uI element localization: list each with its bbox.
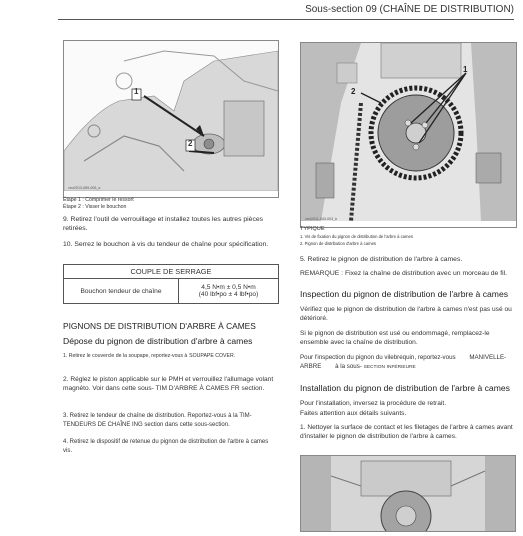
removal-step-2 xyxy=(63,376,277,393)
removal-step-2-ref: TIM D'ARBRE À CAMES xyxy=(155,384,230,392)
installation-step-1: 1. Nettoyer la surface de contact et les filetages de l'arbre à cames avant d'installer le pignon de distribution de l'arbre à cames. xyxy=(300,424,513,440)
figure-right xyxy=(300,42,517,228)
inspection-title: Inspection du pignon de distribution de l'arbre à cames xyxy=(300,289,509,299)
inspection-p3-arbre: ARBRE xyxy=(300,362,322,370)
inspection-p3-inferieure: INFÉRIEURE xyxy=(386,364,416,370)
remark: REMARQUE : Fixez la chaîne de distribution avec un morceau de fil. xyxy=(300,270,508,277)
installation-p1: Pour l'installation, inversez la procédure de retrait. xyxy=(300,400,447,407)
inspection-p2: Si le pignon de distribution est usé ou endommagé, remplacez-le ensemble avec la chaîne de distribution. xyxy=(300,330,490,346)
removal-step-2-section: section. xyxy=(241,384,265,392)
removal-step-3-section: section dans cette sous-section. xyxy=(144,421,230,428)
inspection-p3-section: SECTION xyxy=(363,364,385,370)
callout-right-1: 1 xyxy=(463,65,468,74)
removal-step-3 xyxy=(63,412,277,429)
figure-left xyxy=(63,40,279,198)
legend-step-2: Étape 2 : Visser le bouchon xyxy=(63,204,127,210)
step-10: 10. Serrez le bouchon à vis du tendeur de chaîne pour spécification. xyxy=(63,241,269,248)
removal-step-2-text: 2. Réglez le piston applicable sur le PMH et verrouillez l'allumage volant magnéto. Voir dans cette sous- xyxy=(63,376,274,392)
callout-1: 1 xyxy=(134,87,139,96)
torque-value xyxy=(179,279,279,304)
figure-bottom-illustration xyxy=(301,456,515,531)
callout-right-2: 2 xyxy=(351,87,356,96)
inspection-p3-text: Pour l'inspection du pignon du vilebrequin, reportez-vous xyxy=(300,354,456,361)
installation-title: Installation du pignon de distribution de l'arbre à cames xyxy=(300,383,510,393)
step-5: 5. Retirez le pignon de distribution de l'arbre à cames. xyxy=(300,256,463,263)
installation-p2: Faites attention aux détails suivants. xyxy=(300,410,407,417)
figure-left-legend xyxy=(63,197,277,211)
callout-2: 2 xyxy=(188,139,193,148)
removal-step-2-fr: FR xyxy=(230,384,240,392)
removal-subtitle: Dépose du pignon de distribution d'arbre à cames xyxy=(63,336,253,346)
figure-bottom-right xyxy=(300,455,516,532)
torque-item: Bouchon tendeur de chaîne xyxy=(64,279,179,304)
removal-step-3-text: 3. Retirez le tendeur de chaîne de distribution. Reportez-vous à la xyxy=(63,413,238,419)
figure-right-illustration xyxy=(301,43,516,221)
removal-step-3-ref: TIM- xyxy=(239,413,252,419)
inspection-p3-sous: à la sous- xyxy=(335,362,362,370)
figure-right-id: vmr2011-043-003_b xyxy=(305,217,338,221)
figure-right-legend xyxy=(300,226,515,247)
removal-step-1-ref: SOUPAPE COVER. xyxy=(189,353,236,359)
legend-right-2: 2. Pignon de distribution d'arbre à cames xyxy=(300,241,376,246)
removal-step-4: 4. Retirez le dispositif de retenue du pignon de distribution de l'arbre à cames vis. xyxy=(63,439,269,454)
figure-right-caption: TYPIQUE xyxy=(300,226,325,232)
legend-step-1: Étape 1 : Comprimer le ressort xyxy=(63,197,134,203)
torque-value-line2: (40 lbf•po ± 4 lbf•po) xyxy=(198,291,259,298)
removal-step-1 xyxy=(63,352,277,361)
torque-value-line1: 4,5 N•m ± 0,5 N•m xyxy=(201,284,256,291)
step-9: 9. Retirez l'outil de verrouillage et installez toutes les autres pièces retirées. xyxy=(63,216,264,232)
figure-left-id: vmr2013-089-005_a xyxy=(68,186,101,190)
page-header-title: Sous-section 09 (CHAÎNE DE DISTRIBUTION) xyxy=(305,4,514,15)
removal-step-3-tensioner: TENDEURS DE CHAÎNE ING xyxy=(63,421,143,428)
legend-right-1: 1. Vis de fixation du pignon de distribution de l'arbre à cames xyxy=(300,234,413,239)
removal-step-1-text: 1. Retirez le couvercle de la soupape, reportez-vous à xyxy=(63,353,188,359)
header-rule xyxy=(58,19,514,20)
figure-left-illustration xyxy=(64,41,278,191)
section-title: PIGNONS DE DISTRIBUTION D'ARBRE À CAMES xyxy=(63,321,256,331)
page-header xyxy=(0,2,514,22)
inspection-p3 xyxy=(300,354,520,372)
inspection-p1: Vérifiez que le pignon de distribution de l'arbre à cames n'est pas usé ou détérioré. xyxy=(300,306,512,322)
torque-table xyxy=(63,264,279,304)
inspection-p3-ref: MANIVELLE- xyxy=(469,354,507,361)
torque-table-title: COUPLE DE SERRAGE xyxy=(64,265,279,279)
